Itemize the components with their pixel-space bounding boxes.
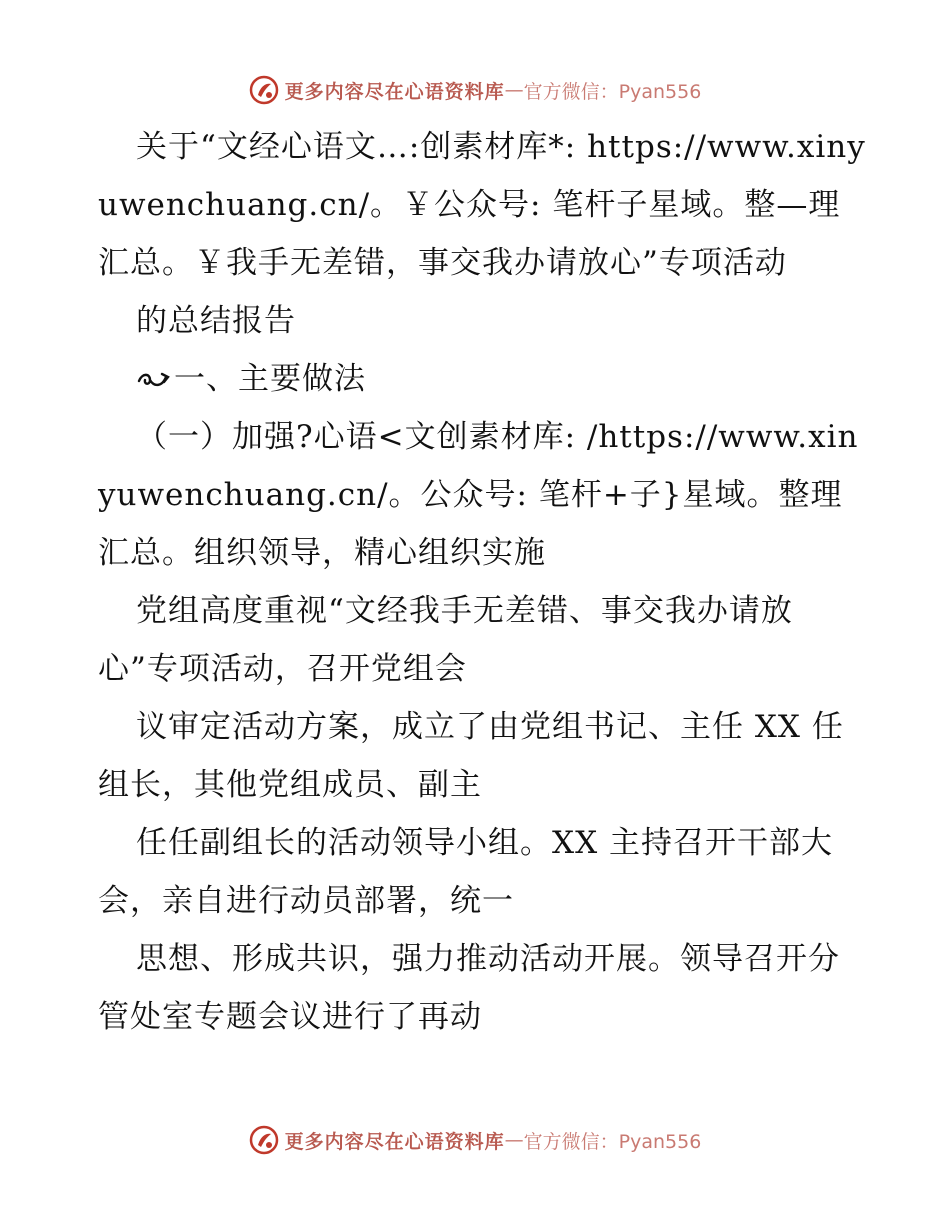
paragraph-body-3: 任任副组长的活动领导小组。XX 主持召开干部大会，亲自进行动员部署，统一 [98,825,833,919]
banner-sub-text: 官方微信：Pyan556 [523,1130,702,1153]
logo-icon [249,75,279,105]
banner-sub-text: 官方微信：Pyan556 [523,80,702,103]
footer-watermark-banner [0,1120,950,1160]
banner-main-text: 更多内容尽在心语资料库 [284,1130,505,1153]
section-heading [98,350,868,408]
decorative-swirl-icon [136,369,172,391]
section-heading-text: 一、主要做法 [174,361,366,397]
banner-main-text: 更多内容尽在心语资料库 [284,80,505,103]
paragraph-body-4: 思想、形成共识，强力推动活动开展。领导召开分管处室专题会议进行了再动 [98,941,840,1035]
paragraph-body-1: 党组高度重视“文经我手无差错、事交我办请放心”专项活动，召开党组会 [98,593,793,687]
logo-icon [249,1125,279,1155]
banner-dash: — [504,79,524,101]
paragraph-subtitle: 的总结报告 [136,303,296,339]
paragraph-body-2: 议审定活动方案，成立了由党组书记、主任 XX 任组长，其他党组成员、副主 [98,709,844,803]
banner-dash: — [504,1129,524,1151]
paragraph-title: 关于“文经心语文…:创素材库*: https://www.xinyuwenchuang.cn/。￥公众号: 笔杆子星域。整—理汇总。￥我手无差错，事交我办请放心”专项活动 [98,129,866,281]
header-watermark-banner [0,70,950,110]
document-body [98,118,868,1046]
paragraph-subheading: （一）加强?心语<文创素材库: /https://www.xinyuwenchuang.cn/。公众号: 笔杆+子}星域。整理汇总。组织领导，精心组织实施 [98,419,859,571]
